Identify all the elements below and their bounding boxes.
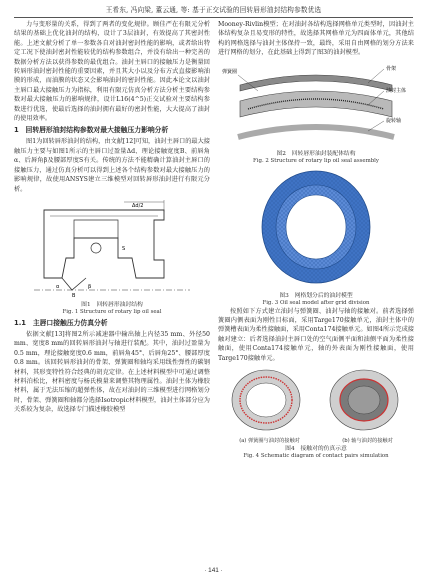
left-column bbox=[14, 20, 210, 415]
label-beta: β bbox=[88, 283, 92, 290]
figure-2-drawing bbox=[218, 61, 414, 147]
section-1-heading: 1 回转唇形油封结构参数对最大接触压力影响分析 bbox=[14, 126, 169, 135]
label-delta-d: Δd/2 bbox=[132, 202, 144, 209]
running-header: 王希东, 冯向梁, 董云通, 等: 基于正交试验的回转唇形油封结构参数优选 bbox=[14, 5, 413, 18]
label-alpha: α bbox=[56, 283, 60, 290]
page-number: · 141 · bbox=[204, 567, 223, 574]
label-skeleton: 骨架 bbox=[386, 65, 397, 72]
figure-4a-caption: (a) 弹簧圈与油封的接触对 bbox=[239, 438, 300, 445]
figure-1-caption-en: Fig. 1 Structure of rotary lip oil seal bbox=[62, 309, 162, 316]
figure-3-caption-en: Fig. 3 Oil seal model after grid division bbox=[262, 300, 370, 307]
figure-3-drawing bbox=[218, 167, 414, 289]
subsection-1-1-paragraph: 依据文献[13]将图2所示减速器中输出轴上内径35 mm、外径50 mm、宽度8 mm的回转唇形油封与轴进行装配。其中，油封过盈量为0.5 mm，理论接触宽度0.6 mm，前唇角45°、后唇角25°、腰部厚度0.8 mm。该回转唇形油封的骨架、弹簧圈和轴均采用线性弹性的碳钢材料，其形变特性符合经典的胡克定律。在上述材料模型中可通过调整材料泊松比，材料密度与杨氏模量来调整其物理属性。油封主体为橡胶材料，属于无法压缩的超弹性体，故在对油封的三维模型进行网格划分时，骨架、弹簧圈和轴都分选择Isotropic材料模型，油封主体部分应为关系较为复杂，故选择专门描述橡胶模型 bbox=[14, 330, 210, 414]
label-S: S bbox=[122, 245, 126, 252]
label-spring: 弹簧圈 bbox=[222, 68, 238, 75]
figure-4a-drawing bbox=[232, 370, 300, 430]
intro-paragraph: 力与变形量的关系，得到了两者的变化规律。顾佳严在有限元分析结果的基础上优化油封的结构，设计了3层油封，有效提高了其密封性能。上述文献分析了单一参数各自对油封密封性能的影响，或者给出特定工况下使油封密封性能较优的结构参数组合，并没有给出一种完善的数据分析方法以获得参数的最优组合。油封主唇口的接触压力是衡量回转唇形油封密封性能的重要因素，并且其大小以及分布方式直接影响油膜的形成，而油膜的状态又会影响油封的密封性能。因此本论文以油封主唇口最大接触压力为指标，利用有限元仿真分析方法分析主要结构参数对最大接触压力的影响规律，设计L16(4^5)正交试验对主要结构参数进行优选，使最后选择的油封拥有最好的密封性能，大大提高了油封的使用效率。 bbox=[14, 21, 210, 123]
figure-4-caption-cn: 图4 接触对的仿真示意 bbox=[285, 446, 347, 453]
figure-2-caption-cn: 图2 回转唇形油封装配体结构 bbox=[276, 151, 356, 158]
figure-1-drawing bbox=[14, 198, 210, 298]
figure-3-caption-cn: 图3 网格划分后的油封模型 bbox=[279, 293, 353, 300]
label-seal-body: 油封主体 bbox=[386, 87, 407, 94]
figure-2 bbox=[218, 61, 414, 165]
contact-pair-paragraph: 按照如下方式建立油封与弹簧圈、油封与轴的接触对。前者选择弹簧圈内侧表面为刚性目标面，采用Targe170接触单元，油封主体中的弹簧槽表面为柔性接触面，采用Conta174接触单元。如图4所示完成接触对建立：后者选择油封主唇口处的空气面侧平面和油侧平面为柔性接触面，使用Conta174接触单元，轴的外表面为刚性接触面，使用Targe170接触单元。 bbox=[218, 307, 414, 362]
label-B: B bbox=[72, 292, 76, 298]
subsection-1-1-heading: 1.1 主唇口接触压力仿真分析 bbox=[14, 318, 108, 327]
figure-2-caption-en: Fig. 2 Structure of rotary lip oil seal assembly bbox=[253, 158, 379, 165]
figure-4b-drawing bbox=[330, 370, 398, 430]
figure-1 bbox=[14, 198, 210, 316]
right-column bbox=[218, 20, 414, 462]
section-1-paragraph: 图1为回转唇形油封的结构，由文献[12]可知，油封主唇口的最大接触压力主要与如图1所示的主唇口过盈量Δd、理论接触宽度B、前唇角α、后唇角β及腰部厚度S有关。传统的方法不能精确计算油封主唇口的接触压力，通过仿真分析可以得到上述各个结构参数对最大接触压力的影响规律，故使用ANSYS建立三维模型对回转唇形油封进行有限元分析。 bbox=[14, 138, 210, 193]
mooney-rivlin-paragraph: Mooney-Rivlin模型；在对油封各结构选择网格单元类型时，因油封主体结构复杂且易变形的特性，故选择其网格单元为四面体单元，其他结构的网格选择与油封主体保持一致，最终，采用自由网格的划分方法来进行网格的划分，在此基础上得到了图3的油封模型。 bbox=[218, 21, 414, 57]
figure-1-caption-cn: 图1 回转唇形油封结构 bbox=[81, 302, 143, 309]
figure-4-drawing bbox=[218, 366, 414, 434]
figure-4 bbox=[218, 366, 414, 462]
figure-4b-caption: (b) 轴与油封的接触对 bbox=[342, 438, 393, 445]
figure-4-caption-en: Fig. 4 Schematic diagram of contact pairs simulation bbox=[243, 453, 389, 460]
label-shaft: 旋转轴 bbox=[386, 117, 402, 124]
figure-3 bbox=[218, 167, 414, 307]
